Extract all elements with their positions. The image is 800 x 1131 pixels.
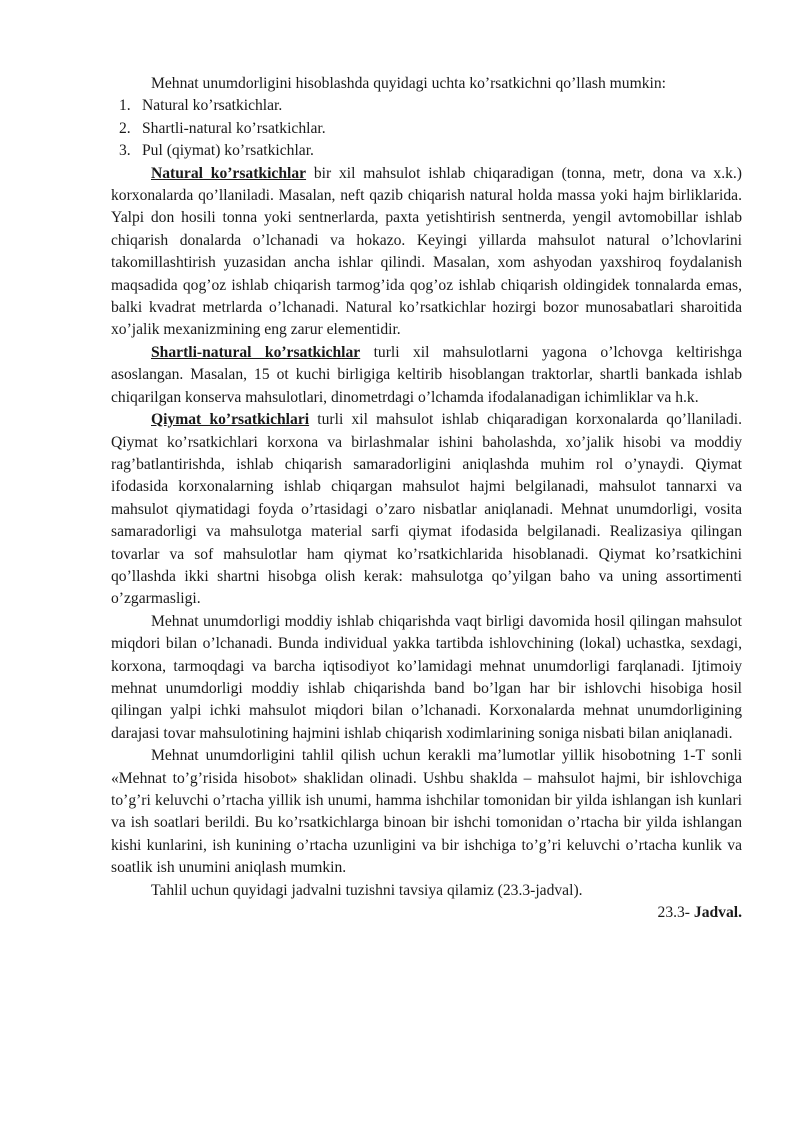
list-item-text: Shartli-natural ko’rsatkichlar. [142, 119, 326, 137]
document-page [111, 73, 742, 924]
list-item-text: Natural ko’rsatkichlar. [142, 97, 283, 115]
natural-text: bir xil mahsulot ishlab chiqaradigan (tonna, metr, dona va x.k.) korxonalarda qo’llaniladi. Masalan, neft qazib chiqarish natural holda massa yoki hajm birliklarida. Yalpi don hosili tonna yoki sentnerlarda, paxta yetishtirish sentnerda, yengil avtomobillar ishlab chiqarish donalarda o’lchanadi va hokazo. Keyingi yillarda mahsulot natural o’lchovlarini takomillashtirish yuzasidan ancha ishlar qilindi. Masalan, xom ashyodan yaxshiroq foydalanish maqsadida qog’oz ishlab chiqarish tarmog’ida qog’oz ishlab chiqarish oldingidek tonnalarda emas, balki kvadrat metrlarda o’lchanadi. Natural ko’rsatkichlar hozirgi bozor munosabatlari sharoitida xo’jalik mexanizmining eng zarur elementidir. [111, 164, 743, 339]
intro-paragraph: Mehnat unumdorligini hisoblashda quyidagi uchta ko’rsatkichni qo’llash mumkin: [151, 75, 666, 92]
qiymat-paragraph [111, 409, 742, 611]
table-caption-label: Jadval. [693, 904, 742, 922]
shartli-paragraph [111, 342, 742, 409]
list-item-text: Pul (qiymat) ko’rsatkichlar. [142, 142, 314, 160]
list-item [111, 118, 742, 140]
table-reference-paragraph: Tahlil uchun quyidagi jadvalni tuzishni tavsiya qilamiz (23.3-jadval). [151, 881, 583, 899]
indicator-list [111, 95, 742, 162]
list-item-number: 3. [119, 142, 131, 160]
qiymat-term: Qiymat ko’rsatkichlari [151, 411, 310, 429]
productivity-paragraph: Mehnat unumdorligi moddiy ishlab chiqarishda vaqt birligi davomida hosil qilingan mahsulot miqdori bilan o’lchanadi. Bunda individual yakka tartibda ishlovchining (lokal) uchastka, sexdagi, korxona, tarmoqdagi va barcha iqtisodiyot ko’lamidagi mehnat unumdorligi farqlanadi. Ijtimoiy mehnat unumdorligi moddiy ishlab chiqarishda band bo’lgan har bir ishlovchi hisobiga hosil qilingan yalpi ichki mahsulot miqdori bilan o’lchanadi. Korxonalarda mehnat unumdorligining darajasi tovar mahsulotining hajmini ishlab chiqarish xodimlarining soniga nisbati bilan aniqlanadi. [111, 612, 742, 742]
list-item [111, 95, 742, 117]
qiymat-text: turli xil mahsulot ishlab chiqaradigan korxonalarda qo’llaniladi. Qiymat ko’rsatkichlari korxona va birlashmalar ishini baholashda, xo’jalik hisobi va moddiy rag’batlantirishda, ishlab chiqarish samaradorligini aniqlashda muhim rol o’ynaydi. Qiymat ifodasida korxonalarning ishlab chiqargan mahsulot hajmi belgilanadi, mahsulot tannarxi va mahsulot qiymatidagi foyda o’rtasidagi o’zaro nisbatlar aniqlanadi. Mehnat unumdorligi, vosita samaradorligi va mahsulotga material sarfi qiymat ifodasida belgilanadi. Realizasiya qilingan tovarlar va sof mahsulotlar ham qiymat ko’rsatkichlarida hisoblanadi. Qiymat ko’rsatkichini qo’llashda ikki shartni hisobga olish kerak: mahsulotga qo’yilgan baho va uning assortimenti o’zgarmasligi. [111, 411, 742, 608]
list-item [111, 140, 742, 162]
natural-term: Natural ko’rsatkichlar [151, 164, 307, 182]
table-caption [111, 902, 742, 924]
shartli-term: Shartli-natural ko’rsatkichlar [151, 343, 361, 361]
shartli-text: turli xil mahsulotlarni yagona o’lchovga keltirishga asoslangan. Masalan, 15 ot kuchi birligiga keltirib hisoblangan traktorlar, shartli bankada ishlab chiqarilgan konserva mahsulotlari, dinometrdagi o’lchamda ifodalanadigan ichimliklar va h.k. [111, 343, 742, 406]
list-item-number: 1. [119, 97, 131, 115]
list-item-number: 2. [119, 119, 131, 137]
natural-paragraph [111, 163, 742, 342]
table-caption-number: 23.3- [657, 904, 694, 922]
analysis-paragraph: Mehnat unumdorligini tahlil qilish uchun kerakli ma’lumotlar yillik hisobotning 1-T sonli «Mehnat to’g’risida hisobot» shaklidan olinadi. Ushbu shaklda – mahsulot hajmi, bir ishlovchiga to’g’ri keluvchi o’rtacha yillik ish unumi, hamma ishchilar tomonidan bir yilda ishlangan ish kunlari va ish soatlari berildi. Bu ko’rsatkichlarga binoan bir ishchi tomonidan o’rtacha bir yilda ishlangan kishi kunlarini, ish kunining o’rtacha uzunligini va bir ishchiga to’g’ri keluvchi o’rtacha kunlik va soatlik ish unumini aniqlash mumkin. [111, 747, 742, 877]
